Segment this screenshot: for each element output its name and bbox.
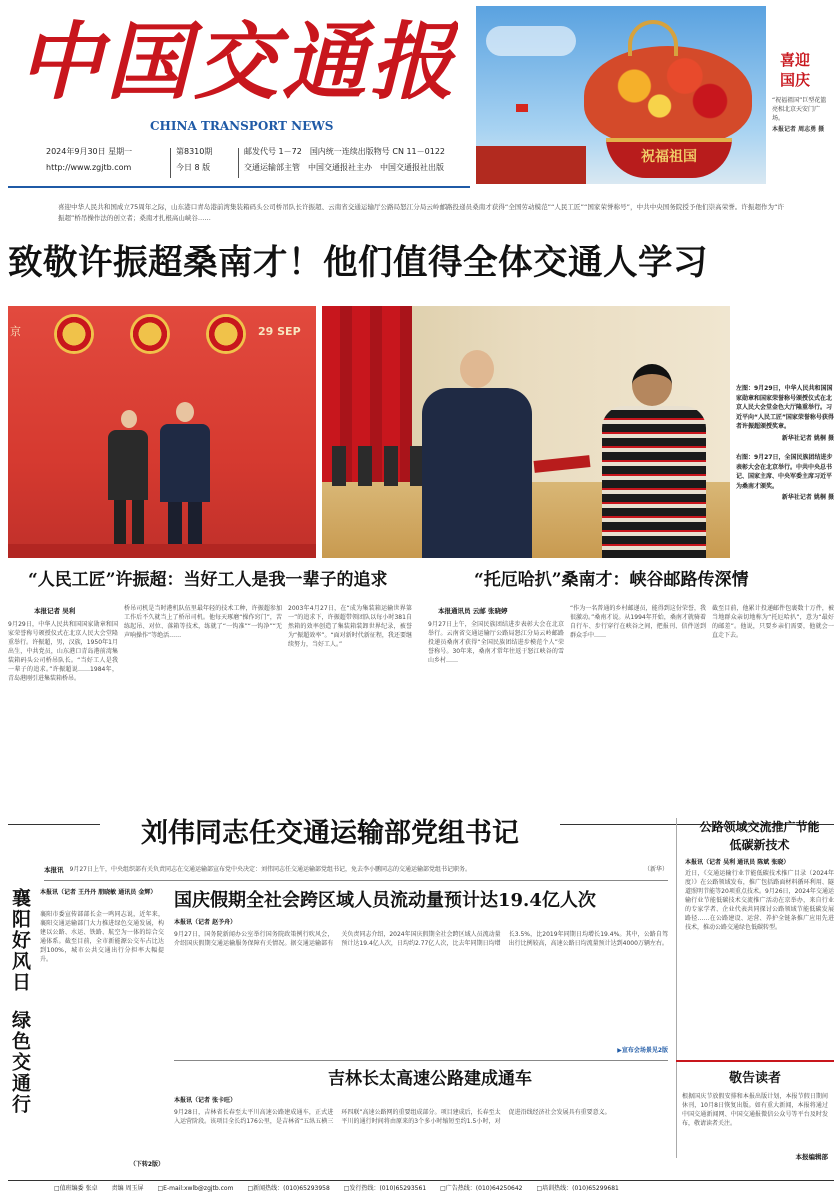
basket-text: 祝福祖国 <box>641 149 697 165</box>
footer-item: □新闻热线：(010)65293958 <box>247 1185 330 1192</box>
flower-basket <box>584 46 752 146</box>
vertical-headline-1: 襄阳好风日 <box>9 888 31 993</box>
figure-left <box>108 410 150 556</box>
vertical-byline: 本报讯（记者 王丹丹 朋晓敏 通讯员 金辉） <box>40 889 157 896</box>
date-text: 29 SEP <box>258 325 301 338</box>
presenter-figure <box>422 350 532 558</box>
banner-title: 喜迎国庆 <box>780 51 811 89</box>
masthead <box>0 0 470 190</box>
liuwei-rule <box>44 880 668 881</box>
basket-handle <box>628 20 678 56</box>
banner-caption: “祝福祖国”巨型花篮亮相北京天安门广场。 <box>772 97 827 122</box>
credit-1: 新华社记者 姚桐 摄 <box>781 434 834 442</box>
caption-1: 左图：9月29日，中华人民共和国国家勋章和国家荣誉称号颁授仪式在北京人民大会堂金色大厅隆重举行。习近平向“人民工匠”国家荣誉称号获得者许振超颁授奖章。 <box>736 385 834 430</box>
story-left-col2: 桥吊司机是当时港机队伍里最年轻的技术工种，许振超参加工作后不久就当上了桥吊司机。他每天琢磨“操作窍门”，苦练起吊、对位、落箱等技术，练就了“一钩准”“一钩净”“无声响操作”等绝活…… <box>124 605 282 639</box>
footer-item: □发行热线：(010)65293561 <box>343 1185 427 1192</box>
figure-right <box>160 402 210 556</box>
cloud-shape <box>486 26 576 56</box>
story-left-title: “人民工匠”许振超：当好工人是我一辈子的追求 <box>28 570 388 590</box>
photo-captions <box>736 384 834 560</box>
red-flag <box>516 104 528 112</box>
vertical-headline-2: 绿色交通行 <box>9 1010 31 1115</box>
postal-code: 邮发代号 1－72 <box>244 147 302 156</box>
liuwei-headline: 刘伟同志任交通运输部党组书记 <box>100 812 560 856</box>
award-certificate <box>534 455 591 473</box>
footer-item: □广告热线：(010)64250642 <box>440 1185 523 1192</box>
banner-photo <box>476 6 766 184</box>
issue-date: 2024年9月30日 星期一 <box>46 147 133 156</box>
national-day-headline: 国庆假期全社会跨区域人员流动量预计达19.4亿人次 <box>174 890 596 911</box>
vertical-text: 襄阳市委宣传部部长金一鸣同志说，近年来，襄阳交通运输部门大力推进绿色交通发展，构建以公路、水运、铁路、航空为一体的综合交通体系。截至目前，全市新能源公交车占比达到100%，城市公共交通出行分担率大幅提升。 <box>40 911 164 963</box>
masthead-date-block <box>46 146 166 176</box>
emblem-2 <box>130 314 170 354</box>
issue-number: 第8310期 <box>176 147 213 156</box>
masthead-publication-block <box>244 146 469 180</box>
sponsor-3: 中国交通报社出版 <box>380 163 444 172</box>
jilin-headline: 吉林长太高速公路建成通车 <box>328 1069 532 1089</box>
masthead-divider <box>170 148 171 178</box>
story-right-byline: 本报通讯员 云邮 张晓婷 <box>438 607 508 615</box>
masthead-divider-2 <box>238 148 239 178</box>
national-day-more[interactable]: ▶宣布会场景见2版 <box>617 1047 668 1054</box>
liuwei-text: 9月27日上午，中央组织部有关负责同志在交通运输部宣布党中央决定：刘伟同志任交通运输部党组书记，免去李小鹏同志的交通运输部党组书记职务。 <box>69 866 471 873</box>
main-headline: 致敬许振超桑南才！他们值得全体交通人学习 <box>8 243 708 283</box>
footer-rule <box>8 1180 834 1181</box>
jilin-text: 9月28日，吉林省长春至太平川高速公路建成通车，正式进入运营阶段。该项目全长约176公里，是吉林省“五纵五横三环四联”高速公路网的重要组成部分。项目建成后，长春至太平川的通行时间将由原来的3个多小时缩短至约1.5小时，对促进沿线经济社会发展具有重要意义。 <box>174 1109 611 1125</box>
footer-email[interactable]: □E-mail:xwlb@zgjtb.com <box>157 1185 234 1192</box>
liuwei-byline: 本报讯 <box>44 866 64 874</box>
stage-floor <box>8 544 316 558</box>
story-right-col3: 截至目前，他累计投递邮件包裹数十万件，被当地群众亲切地称为“托厄哈扒”，意为“最好的邮差”。他说，只要乡亲们需要，他就会一直走下去。 <box>712 605 834 639</box>
story-right-title: “托厄哈扒”桑南才：峡谷邮路传深情 <box>474 570 749 590</box>
right-column-title: 公路领域交流推广节能低碳新技术 <box>699 820 820 852</box>
awardee-figure <box>602 364 706 558</box>
notice-text: 根据国庆节放假安排和本报出版计划，本报节假日期间休刊，10月8日恢复出版。如有重大新闻，本报将通过中国交通新闻网、中国交通报微信公众号等平台及时发布，敬请读者关注。 <box>682 1093 828 1127</box>
photo-xu-zhenchao <box>8 306 316 558</box>
notice-title: 敬告读者 <box>728 1071 781 1086</box>
story-left-col3: 2003年4月27日，在“成为集装箱运输世界第一”的追求下，许振超带领团队以每小时381自然箱的效率创造了集装箱装卸世界纪录，被誉为“振超效率”。“面对新时代新征程，我还要继续努力，当好工人。” <box>288 605 412 648</box>
liuwei-text-block <box>44 864 668 876</box>
banner-sidebar <box>768 6 834 184</box>
jilin-rule <box>174 1060 668 1061</box>
masthead-title: 中国交通报 <box>18 12 458 111</box>
vertical-more[interactable]: （下转2版） <box>129 1161 164 1168</box>
left-edge-char: 京 <box>10 325 21 338</box>
credit-2: 新华社记者 姚桐 摄 <box>781 494 834 501</box>
masthead-subtitle: CHINA TRANSPORT NEWS <box>150 119 334 133</box>
liuwei-note: （新华） <box>643 866 668 873</box>
national-day-byline: 本报讯（记者 赵予舟） <box>174 919 237 926</box>
story-left-col1: 9月29日，中华人民共和国国家勋章和国家荣誉称号颁授仪式在北京人民大会堂隆重举行。许振超，男，汉族，1950年1月出生，中共党员，山东港口青岛港前湾集装箱码头公司桥吊队长。“当好工人是我一辈子的追求。”许振超说……1984年，青岛港刚引进集装箱桥吊。 <box>8 621 118 682</box>
jilin-byline: 本报讯（记者 张卡旺） <box>174 1097 237 1104</box>
caption-2: 右图：9月27日，全国民族团结进步表彰大会在北京举行。中共中央总书记、国家主席、中央军委主席习近平为桑南才颁奖。 <box>736 454 833 490</box>
right-column-byline: 本报讯（记者 吴利 通讯员 陈斌 张晓） <box>685 859 790 866</box>
cn-number: 国内统一连续出版物号 CN 11－0122 <box>309 147 446 156</box>
emblem-3 <box>206 314 246 354</box>
footer-item: □值班编委 张卓 <box>54 1185 98 1192</box>
national-day-text: 9月27日，国务院新闻办公室举行国务院政策例行吹风会，介绍国庆假期交通运输服务保障有关情况。据交通运输部有关负责同志介绍，2024年国庆假期全社会跨区域人员流动量预计达19.4亿人次，日均约2.77亿人次，比去年同期日均增长3.5%，比2019年同期日均增长19.4%。其中，公路自驾出行比例较高，高速公路日均流量预计达到4000万辆左右。 <box>174 931 668 947</box>
notice-box <box>676 1060 834 1178</box>
story-right-col2: “作为一名普通的乡村邮递员，能得到这份荣誉，我很激动。”桑南才说。从1994年开始，桑南才就骑着自行车、步行穿行在峡谷之间，把报刊、信件送到群众手中…… <box>570 605 706 639</box>
sponsor-2: 中国交通报社主办 <box>308 163 372 172</box>
right-column-text: 近日，《交通运输行业节能低碳技术推广目录（2024年度）》在公路领域发布，推广包括路面材料循环利用、隧道照明节能等20项重点技术。9月26日，2024年交通运输行业节能低碳技术交流推广活动在京举办，来自行业的专家学者、企业代表共同探讨公路领域节能低碳发展路径……在公路建设、运营、养护全链条推广应用先进技术，推动公路交通绿色低碳转型。 <box>685 870 834 931</box>
footer-item: □培训热线：(010)65299681 <box>536 1185 619 1192</box>
emblem-1 <box>54 314 94 354</box>
page-count: 今日 8 版 <box>176 163 211 172</box>
sponsor-1: 交通运输部主管 <box>244 163 300 172</box>
footer-item: 责编 周玉屏 <box>111 1185 144 1192</box>
tiananmen-shape <box>476 146 586 184</box>
story-left-byline: 本报记者 吴利 <box>34 607 76 615</box>
masthead-issue-block <box>176 146 236 176</box>
story-right-col1: 9月27日上午，全国民族团结进步表彰大会在北京举行。云南省交通运输厅公路局怒江分局云岭邮路投递员桑南才获得“全国民族团结进步模范个人”荣誉称号。30年来，桑南才常年往返于怒江峡谷的雪山乡村…… <box>428 621 564 664</box>
basket-base <box>606 138 732 178</box>
notice-sign: 本报编辑部 <box>795 1153 828 1161</box>
photo-sang-nancai <box>322 306 730 558</box>
banner-credit: 本报记者 周志勇 摄 <box>772 126 825 133</box>
intro-text: 喜迎中华人民共和国成立75周年之际，山东港口青岛港前湾集装箱码头公司桥吊队长许振超、云南省交通运输厅公路局怒江分局云岭邮路投递员桑南才获得“全国劳动模范”“人民工匠”“国家荣誉称号”，中共中央国务院授予他们崇高荣誉。许振超作为“许振超”桥吊操作法的创立者；桑南才扎根高山峡谷…… <box>58 203 784 222</box>
footer <box>54 1182 834 1196</box>
website-link[interactable]: http://www.zgjtb.com <box>46 163 132 172</box>
masthead-rule <box>8 186 470 188</box>
